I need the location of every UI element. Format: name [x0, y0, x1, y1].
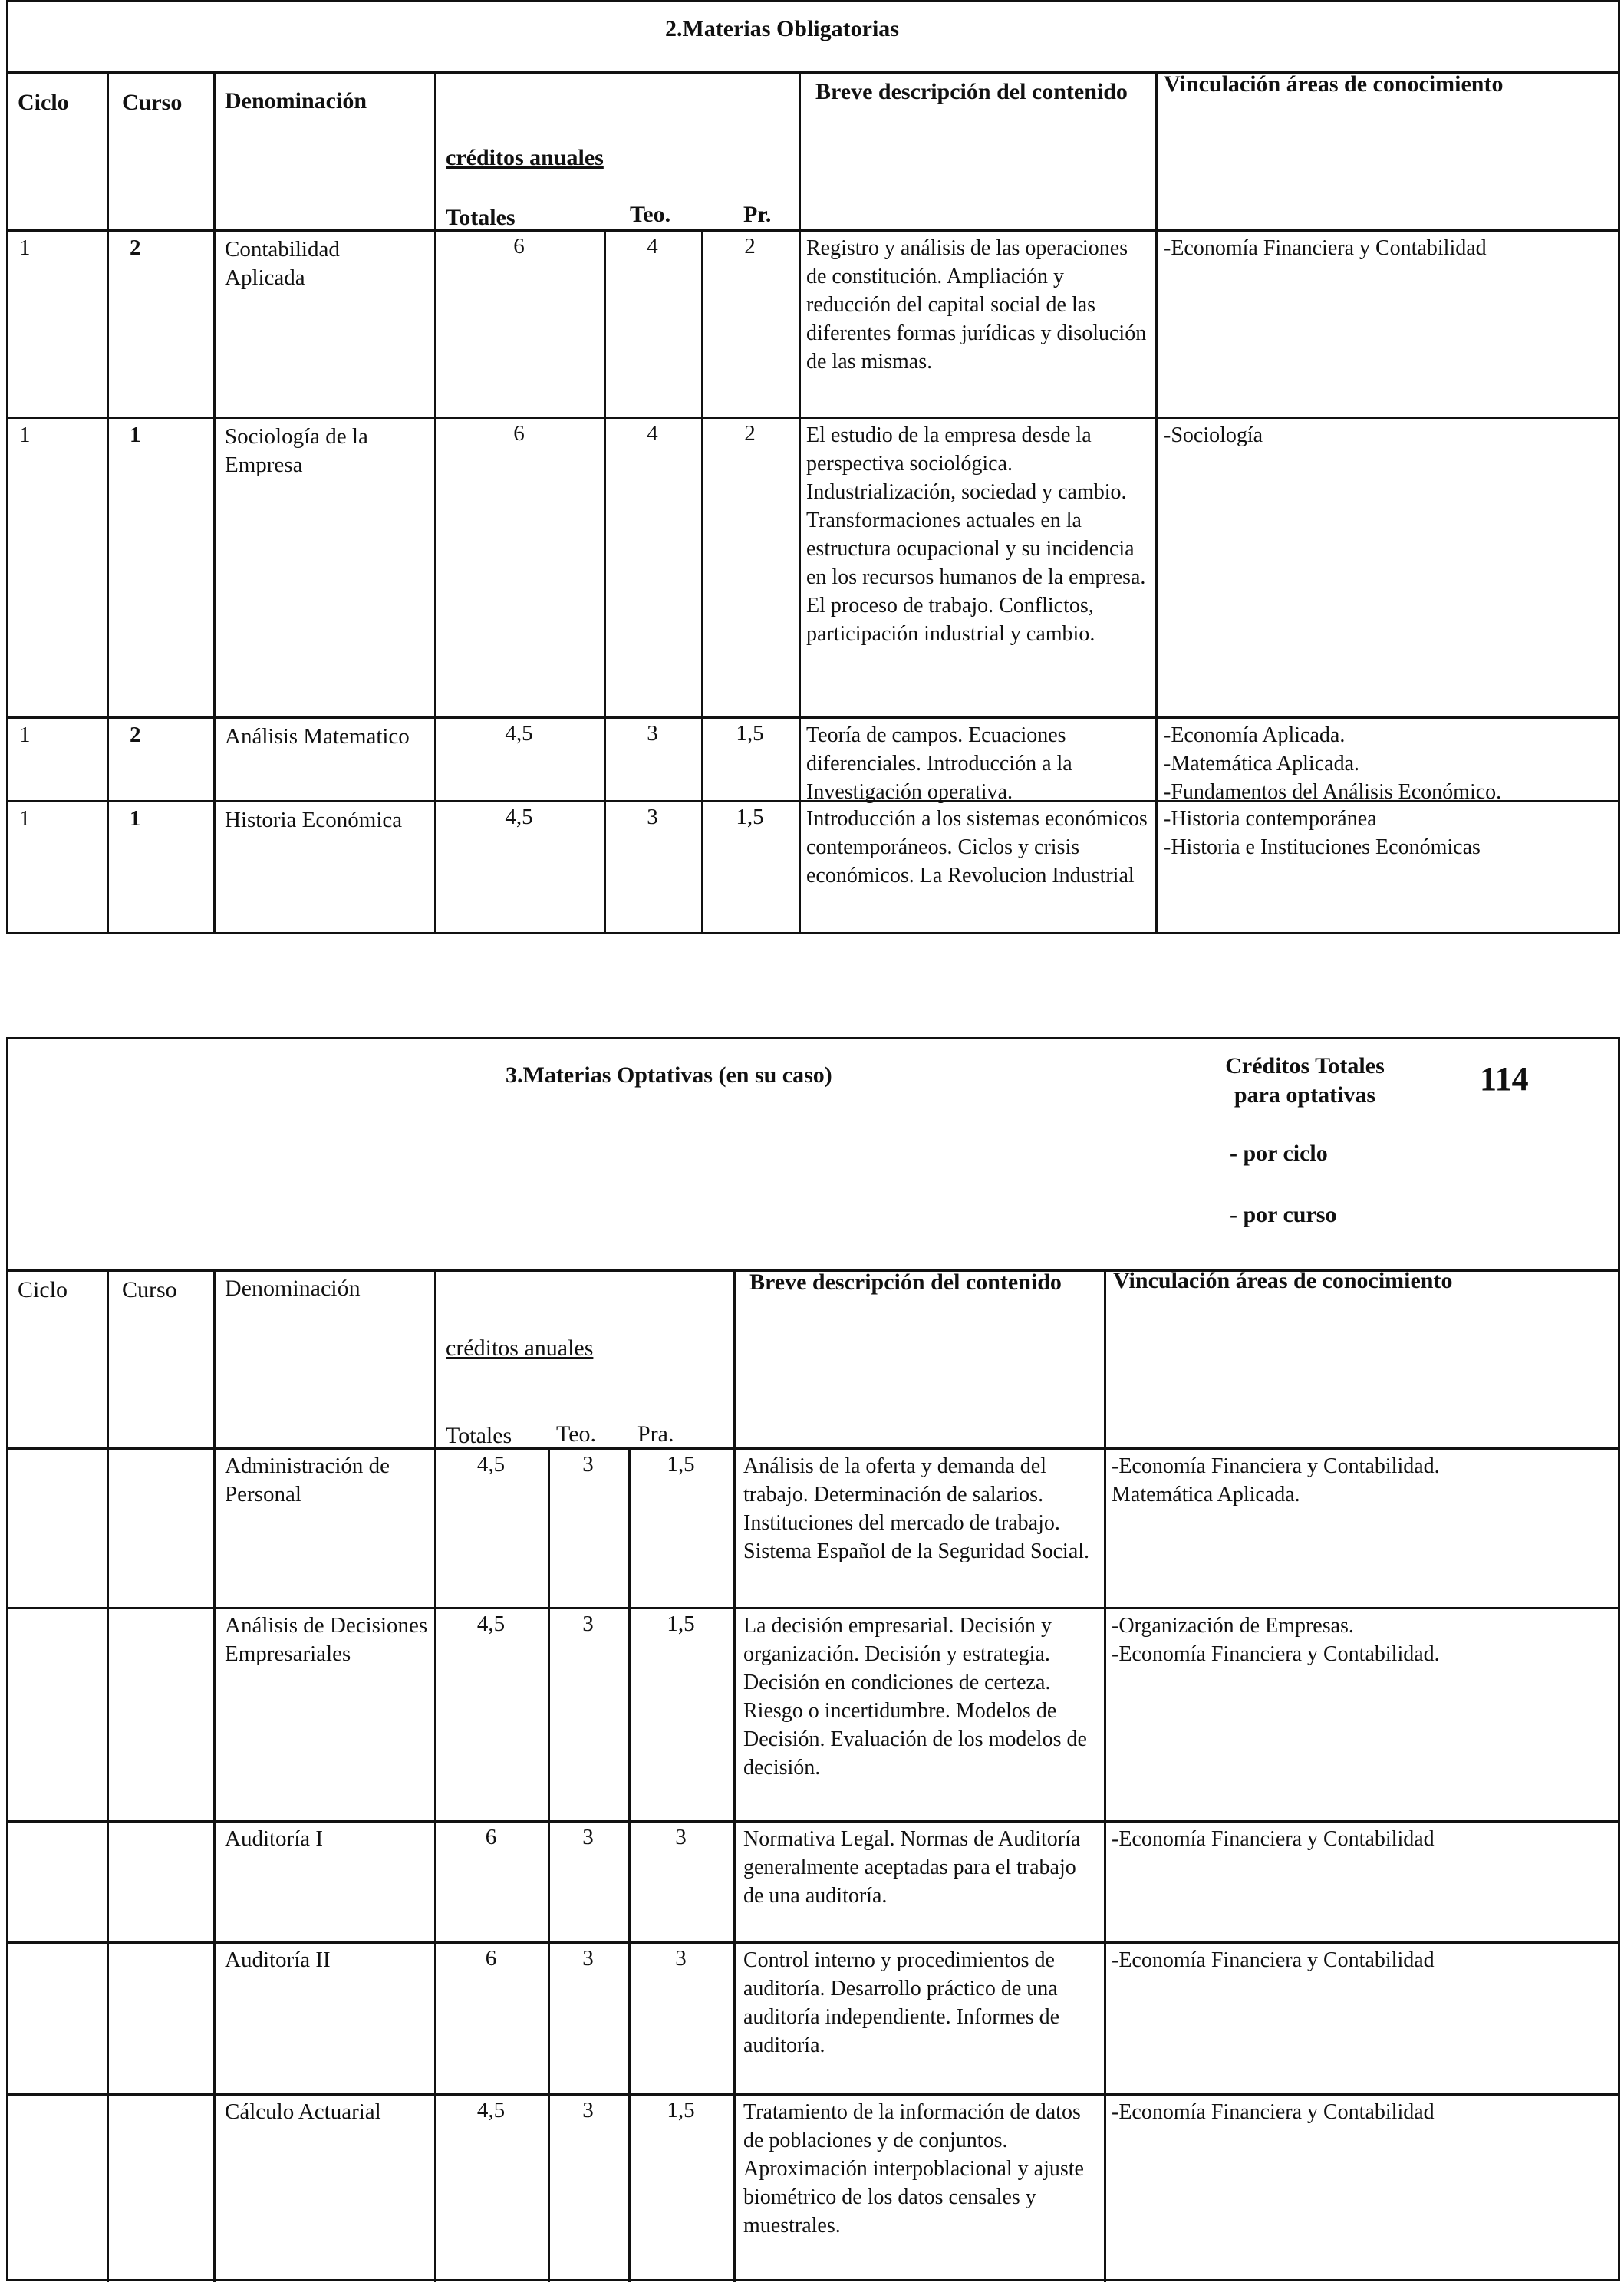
vinculacion-line: -Economía Financiera y Contabilidad. — [1112, 1454, 1440, 1478]
obligatorias-table — [6, 0, 1620, 934]
creditos-totales-label: Créditos Totales para optativas — [1225, 1053, 1385, 1108]
vinculacion-line: -Sociología — [1164, 423, 1263, 447]
opt-row-pra: 3 — [675, 1825, 687, 1849]
opt-row-descripcion: Análisis de la oferta y demanda del trabajo. Determinación de salarios. Instituciones del mercado de trabajo. Sistema Español de la Seguridad Social. — [743, 1454, 1090, 1563]
row-vinculacion — [1164, 421, 1616, 449]
row-denominacion: Historia Económica — [225, 808, 403, 832]
opt-row-pra: 1,5 — [667, 2098, 695, 2122]
header-descripcion: Breve descripción del contenido — [815, 79, 1128, 104]
opt-header-curso: Curso — [122, 1277, 177, 1302]
row-denominacion: Contabilidad Aplicada — [225, 237, 340, 290]
header-vinculacion: Vinculación áreas de conocimiento — [1164, 71, 1504, 97]
row-descripcion: El estudio de la empresa desde la perspectiva sociológica. Industrialización, sociedad y cambio. Transformaciones actuales en la estructura ocupacional y su incidencia en los recursos humanos de la empresa. El proceso de trabajo. Conflictos, participación industrial y cambio. — [806, 423, 1146, 646]
row-ciclo: 1 — [19, 423, 31, 447]
opt-row-descripcion: Normativa Legal. Normas de Auditoría generalmente aceptadas para el trabajo de una auditoría. — [743, 1827, 1081, 1908]
vinculacion-line: Matemática Aplicada. — [1112, 1483, 1300, 1507]
row-vinculacion — [1164, 805, 1616, 861]
vinculacion-line: -Economía Aplicada. — [1164, 723, 1346, 747]
vinculacion-line: -Fundamentos del Análisis Económico. — [1164, 780, 1502, 804]
opt-row-teo: 3 — [582, 1452, 594, 1477]
opt-row-teo: 3 — [582, 1825, 594, 1849]
opt-header-descripcion: Breve descripción del contenido — [749, 1269, 1062, 1295]
row-pr: 2 — [744, 421, 756, 446]
opt-row-pra: 1,5 — [667, 1612, 695, 1636]
row-pr: 1,5 — [736, 805, 764, 829]
opt-header-teo: Teo. — [556, 1421, 597, 1447]
opt-row-descripcion: La decisión empresarial. Decisión y organización. Decisión y estrategia. Decisión en condiciones de certeza. Riesgo o incertidumbre. Modelos de Decisión. Evaluación de los modelos de decisión. — [743, 1614, 1087, 1780]
row-totales: 6 — [513, 234, 525, 258]
opt-header-totales: Totales — [446, 1423, 512, 1448]
row-curso: 2 — [130, 723, 141, 747]
row-denominacion: Sociología de la Empresa — [225, 424, 368, 477]
row-ciclo: 1 — [19, 235, 31, 260]
header-denominacion: Denominación — [225, 88, 367, 114]
opt-row-vinculacion — [1112, 1452, 1618, 1509]
opt-row-descripcion: Tratamiento de la información de datos de poblaciones y de conjuntos. Aproximación interpoblacional y ajuste biométrico de los datos censales y muestrales. — [743, 2100, 1084, 2238]
opt-row-vinculacion — [1112, 1946, 1618, 1974]
row-descripcion: Registro y análisis de las operaciones de constitución. Ampliación y reducción del capital social de las diferentes formas jurídicas y disolución de las mismas. — [806, 236, 1147, 374]
opt-row-teo: 3 — [582, 2098, 594, 2122]
vinculacion-line: -Organización de Empresas. — [1112, 1614, 1354, 1638]
opt-row-totales: 6 — [485, 1946, 497, 1971]
opt-row-totales: 6 — [485, 1825, 497, 1849]
opt-row-totales: 4,5 — [476, 2098, 506, 2122]
row-pr: 2 — [744, 234, 756, 258]
opt-row-totales: 4,5 — [476, 1452, 506, 1477]
optativas-title: 3.Materias Optativas (en su caso) — [506, 1062, 832, 1088]
row-totales: 4,5 — [505, 721, 533, 746]
vinculacion-line: -Historia e Instituciones Económicas — [1164, 835, 1481, 859]
vinculacion-line: -Economía Financiera y Contabilidad — [1112, 1827, 1435, 1851]
opt-row-denominacion: Auditoría I — [225, 1826, 324, 1851]
opt-row-descripcion: Control interno y procedimientos de auditoría. Desarrollo práctico de una auditoría independiente. Informes de auditoría. — [743, 1948, 1060, 2057]
por-ciclo: - por ciclo — [1230, 1141, 1328, 1166]
header-totales: Totales — [446, 205, 516, 230]
row-descripcion: Teoría de campos. Ecuaciones diferenciales. Introducción a la Investigación operativa. — [806, 723, 1072, 804]
obligatorias-title: 2.Materias Obligatorias — [665, 16, 899, 41]
opt-row-totales: 4,5 — [476, 1612, 506, 1636]
opt-row-denominacion: Administración de Personal — [225, 1454, 390, 1507]
opt-header-creditos: créditos anuales — [446, 1335, 594, 1361]
opt-row-denominacion: Cálculo Actuarial — [225, 2099, 381, 2124]
header-teo: Teo. — [630, 202, 671, 227]
opt-row-denominacion: Análisis de Decisiones Empresariales — [225, 1613, 428, 1666]
row-vinculacion — [1164, 234, 1616, 262]
row-totales: 6 — [513, 421, 525, 446]
opt-row-denominacion: Auditoría II — [225, 1948, 331, 1972]
row-denominacion: Análisis Matematico — [225, 724, 410, 749]
header-curso: Curso — [122, 90, 183, 115]
opt-row-vinculacion — [1112, 1825, 1618, 1853]
opt-row-teo: 3 — [582, 1612, 594, 1636]
opt-row-pra: 1,5 — [667, 1452, 695, 1477]
opt-header-vinculacion: Vinculación áreas de conocimiento — [1113, 1268, 1453, 1293]
vinculacion-line: -Economía Financiera y Contabilidad — [1164, 236, 1487, 260]
vinculacion-line: -Economía Financiera y Contabilidad. — [1112, 1642, 1440, 1666]
header-creditos: créditos anuales — [446, 145, 604, 170]
opt-row-vinculacion — [1112, 2098, 1618, 2126]
row-vinculacion — [1164, 721, 1616, 806]
row-ciclo: 1 — [19, 806, 31, 831]
row-pr: 1,5 — [736, 721, 764, 746]
opt-row-pra: 3 — [675, 1946, 687, 1971]
opt-row-vinculacion — [1112, 1612, 1618, 1668]
opt-header-pra: Pra. — [637, 1421, 674, 1447]
header-ciclo: Ciclo — [18, 90, 69, 115]
opt-row-teo: 3 — [582, 1946, 594, 1971]
header-pr: Pr. — [743, 202, 772, 227]
row-curso: 1 — [130, 806, 141, 831]
vinculacion-line: -Matemática Aplicada. — [1164, 752, 1359, 775]
row-teo: 4 — [647, 234, 658, 258]
row-totales: 4,5 — [505, 805, 533, 829]
row-teo: 3 — [647, 721, 658, 746]
row-curso: 2 — [130, 235, 141, 260]
opt-header-ciclo: Ciclo — [18, 1277, 68, 1302]
vinculacion-line: -Historia contemporánea — [1164, 807, 1377, 831]
por-curso: - por curso — [1230, 1202, 1337, 1227]
vinculacion-line: -Economía Financiera y Contabilidad — [1112, 1948, 1435, 1972]
row-teo: 3 — [647, 805, 658, 829]
row-curso: 1 — [130, 423, 141, 447]
row-descripcion: Introducción a los sistemas económicos contemporáneos. Ciclos y crisis económicos. La Revolucion Industrial — [806, 807, 1148, 887]
row-teo: 4 — [647, 421, 658, 446]
optativas-table — [6, 1037, 1620, 2281]
row-ciclo: 1 — [19, 723, 31, 747]
opt-header-denominacion: Denominación — [225, 1276, 361, 1301]
vinculacion-line: -Economía Financiera y Contabilidad — [1112, 2100, 1435, 2124]
creditos-totales-value: 114 — [1480, 1060, 1529, 1098]
